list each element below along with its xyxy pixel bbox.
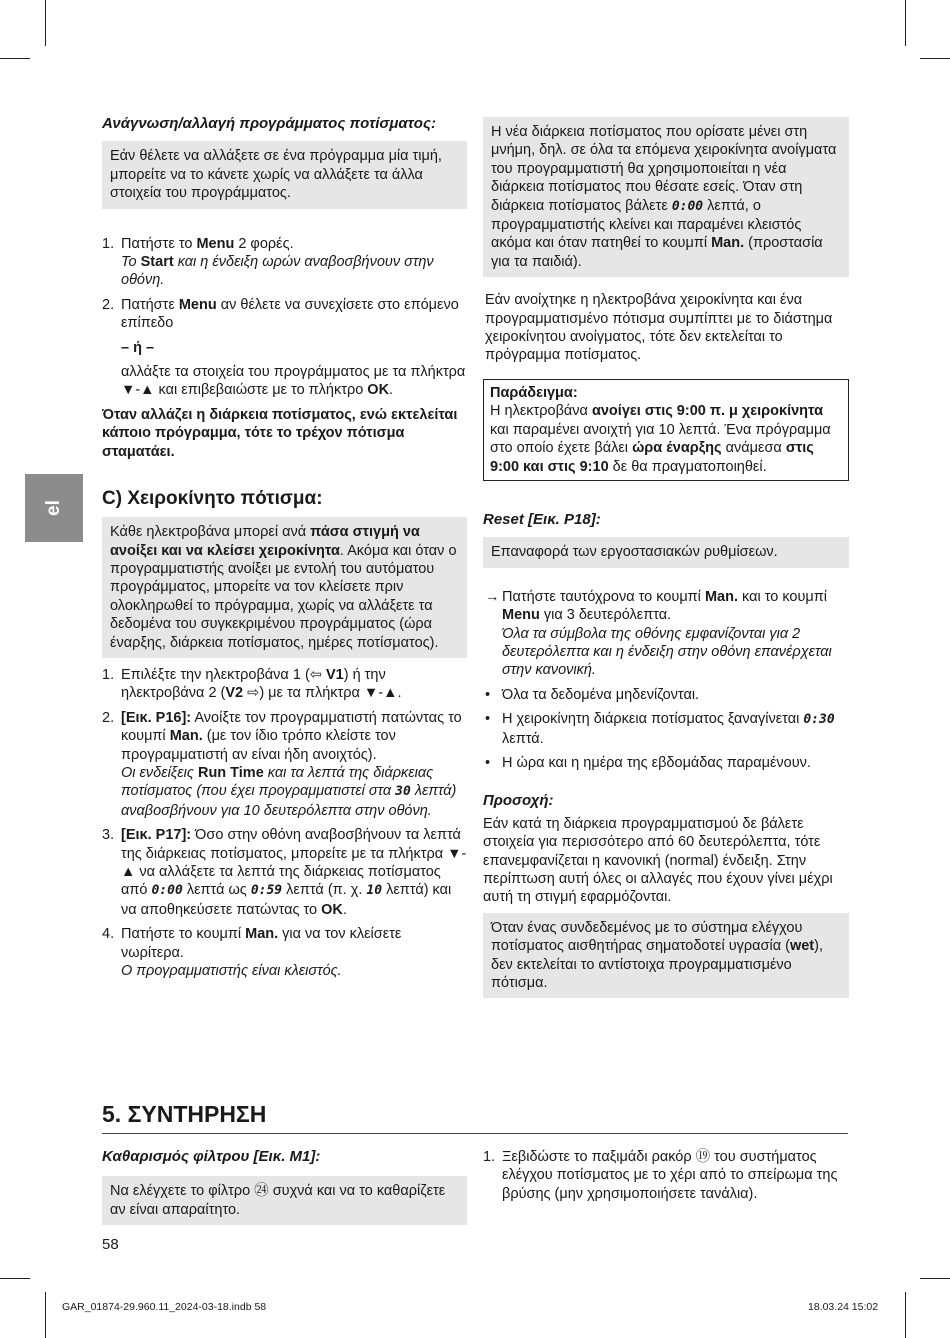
start-label: Start	[140, 254, 174, 271]
run-time-label: Run Time	[197, 764, 264, 781]
reset-box: Επαναφορά των εργοστασιακών ρυθμίσεων.	[483, 537, 849, 567]
step-text: για 3 δευτερόλεπτα.	[539, 607, 672, 624]
crop-mark	[0, 1278, 30, 1279]
attention-heading: Προσοχή:	[483, 792, 554, 810]
manual-step-1	[102, 666, 467, 703]
filter-heading: Καθαρισμός φίλτρου [Εικ. M1]:	[102, 1148, 321, 1165]
step-result: Οι ενδείξεις	[121, 764, 198, 781]
manual-watering-box	[102, 517, 467, 658]
example-emphasis: ανοίγει στις 9:00 π. μ χειροκίνητα	[591, 403, 824, 420]
crop-mark	[920, 1278, 950, 1279]
manual-steps	[102, 666, 467, 981]
filter-step-1	[483, 1148, 849, 1203]
footer-date: 18.03.24 15:02	[808, 1301, 879, 1313]
box-text: . Ακόμα και όταν ο προγραμματιστής ανοίξει με εντολή του αυτόματου προγράμματος, μπορείτε να τον κλείσετε πριν ολοκληρωθεί το πρόγραμμα, χωρίς να αλλάξετε τα δεδομένα του συγκεκριμένου προγράμματος (ώρα έναρξης, διάρκεια ποτίσματος, ημέρες ποτίσματος).	[110, 542, 457, 651]
maintenance-title: 5. ΣΥΝΤΗΡΗΣΗ	[102, 1101, 267, 1127]
bullet-text: Η χειροκίνητη διάρκεια ποτίσματος ξαναγίνεται	[502, 711, 804, 728]
valve-2-label: V2	[225, 685, 244, 702]
reading-heading: Ανάγνωση/αλλαγή προγράμματος ποτίσματος:	[102, 115, 436, 132]
figure-ref: [Εικ. P17]:	[121, 827, 192, 844]
lcd-value: 0:00	[671, 198, 704, 214]
manual-watering-title: C) Χειροκίνητο πότισμα:	[102, 488, 323, 510]
new-duration-box	[483, 117, 849, 277]
right-column	[483, 117, 849, 998]
ok-key: OK	[321, 901, 343, 918]
step-1	[102, 235, 467, 290]
lcd-value: 0:30	[803, 712, 835, 728]
step-text: λεπτά) και να αποθηκεύσετε πατώντας το	[121, 882, 452, 918]
step-text: Επιλέξτε την ηλεκτροβάνα 1 (	[121, 666, 310, 683]
ok-key: OK	[367, 382, 390, 399]
step-text: (με τον ίδιο τρόπο κλείστε τον προγραμματιστή αν είναι ήδη ανοιχτός).	[121, 728, 396, 763]
example-box	[483, 379, 849, 481]
step-text: Ξεβιδώστε το παξιμάδι ρακόρ ⑲ του συστήματος ελέγχου ποτίσματος με το χέρι από το σπείρωμα της βρύσης (μην χρησιμοποιήσετε τανάλια).	[502, 1149, 838, 1202]
wet-label: wet	[789, 938, 815, 955]
arrow-right-icon: ⇨	[247, 685, 260, 702]
box-text: ), δεν εκτελείται το αντίστοιχα προγραμματισμένο πότισμα.	[491, 938, 823, 992]
manual-step-4	[102, 925, 467, 980]
step-number: 1.	[483, 1149, 496, 1165]
step-number: 2.	[102, 709, 115, 726]
crop-mark	[45, 1292, 46, 1338]
example-text: ανάμεσα	[721, 440, 786, 457]
step-text: .	[342, 901, 347, 918]
man-key: Man.	[704, 588, 738, 605]
step-text: λεπτά ως	[182, 882, 251, 899]
step-text: 2 φορές.	[234, 235, 294, 252]
lcd-value: 0:59	[250, 883, 283, 899]
crop-mark	[45, 0, 46, 46]
step-text: λεπτά (π. χ.	[282, 882, 367, 899]
reset-heading: Reset [Εικ. P18]:	[483, 510, 601, 528]
filter-step-list	[483, 1148, 849, 1203]
step-number: 2.	[102, 296, 115, 313]
crop-mark	[905, 1292, 906, 1338]
example-emphasis: στις 9:00 και στις 9:10	[490, 440, 814, 475]
box-text: Κάθε ηλεκτροβάνα μπορεί ανά	[110, 524, 311, 541]
reset-bullet-1	[483, 686, 849, 704]
filter-column	[102, 1148, 467, 1225]
lcd-value: 30	[395, 784, 411, 800]
lcd-value: 0:00	[151, 883, 183, 899]
manual-step-3	[102, 826, 467, 919]
step-number: 1.	[102, 666, 115, 683]
manual-step-2	[102, 709, 467, 820]
man-key: Man.	[245, 926, 279, 943]
step-text: αν θέλετε να συνεχίσετε στο επόμενο επίπεδο	[121, 296, 459, 332]
step-text: Πατήστε το κουμπί	[121, 926, 246, 943]
reset-step	[483, 588, 849, 680]
example-title: Παράδειγμα:	[490, 384, 578, 401]
figure-ref: [Εικ. P16]:	[121, 709, 192, 726]
step-text: Ανοίξτε τον προγραμματιστή πατώντας το κουμπί	[121, 709, 462, 745]
example-text: και παραμένει ανοιχτή για 10 λεπτά. Ένα πρόγραμμα στο οποίο έχετε βάλει	[490, 421, 831, 457]
box-text: (προστασία για τα παιδιά).	[491, 235, 823, 270]
box-text: Όταν ένας συνδεδεμένος με το σύστημα ελέγχου ποτίσματος αισθητήρας σηματοδοτεί υγρασία (	[491, 919, 803, 955]
menu-key: Menu	[502, 607, 540, 624]
reading-steps	[102, 235, 467, 400]
intro-box: Εάν θέλετε να αλλάξετε σε ένα πρόγραμμα μία τιμή, μπορείτε να το κάνετε χωρίς να αλλάξετε τα άλλα στοιχεία του προγράμματος.	[102, 141, 467, 208]
man-key: Man.	[711, 235, 745, 252]
bullet-icon: •	[485, 711, 491, 728]
duration-warning: Όταν αλλάζει η διάρκεια ποτίσματος, ενώ εκτελείται κάποιο πρόγραμμα, τότε το τρέχον πότισμα σταματάει.	[102, 406, 458, 460]
language-tab-label: el	[42, 500, 64, 516]
step-text: Πατήστε	[121, 296, 179, 313]
arrow-right-icon: →	[485, 588, 500, 605]
step-number: 1.	[102, 235, 115, 252]
menu-key: Menu	[196, 235, 235, 252]
step-result: Το	[121, 254, 141, 271]
step-text: Πατήστε ταυτόχρονα το κουμπί	[502, 588, 705, 605]
step-result: Όλα τα σύμβολα της οθόνης εμφανίζονται για 2 δευτερόλεπτα και η ένδειξη στην οθόνη επανέρχεται στην κανονική.	[502, 625, 832, 679]
reset-bullet-3	[483, 754, 849, 772]
valve-1-label: V1	[325, 666, 344, 683]
example-text: Η ηλεκτροβάνα	[490, 403, 592, 420]
attention-text: Εάν κατά τη διάρκεια προγραμματισμού δε βάλετε στοιχεία για περισσότερο από 60 δευτερόλεπτα, τότε επανεμφανίζεται η κανονική (normal) ένδειξη. Στην περίπτωση αυτή όλες οι αλλαγές που έχουν γίνει μέχρι αυτή τη στιγμή εφαρμόζονται.	[483, 815, 833, 906]
footer-file-info: GAR_01874-29.960.11_2024-03-18.indb 58	[62, 1301, 267, 1313]
step-number: 3.	[102, 827, 115, 844]
reset-bullet-2	[483, 710, 849, 748]
bullet-text: Η ώρα και η ημέρα της εβδομάδας παραμένουν.	[502, 754, 811, 771]
box-emphasis: πάσα στιγμή να ανοίξει και να κλείσει χειροκίνητα	[110, 524, 420, 559]
step-text: Πατήστε το	[121, 235, 197, 252]
section-divider	[102, 1133, 848, 1134]
step-text: και το κουμπί	[737, 588, 827, 605]
step-text: Όσο στην οθόνη αναβοσβήνουν τα λεπτά της διάρκειας ποτίσματος, μπορείτε με τα πλήκτρα ▼-▲ να αλλάξετε τα λεπτά της διάρκειας ποτίσματος από	[121, 827, 467, 899]
crop-mark	[920, 58, 950, 59]
arrow-left-icon: ⇦	[309, 666, 322, 683]
step-number: 4.	[102, 926, 115, 943]
crop-mark	[905, 0, 906, 46]
bullet-icon: •	[485, 686, 491, 703]
step-2	[102, 296, 467, 400]
example-text: δε θα πραγματοποιηθεί.	[608, 458, 767, 475]
overlap-paragraph: Εάν ανοίχτηκε η ηλεκτροβάνα χειροκίνητα και ένα προγραμματισμένο πότισμα συμπίπτει με το διάστημα χειροκίνητου ανοίγματος, τότε δεν εκτελείται το πρόγραμμα ποτίσματος.	[485, 292, 833, 364]
bullet-icon: •	[485, 754, 491, 771]
or-separator: – ή –	[121, 339, 155, 356]
language-tab	[25, 474, 83, 542]
sensor-box	[483, 913, 849, 999]
box-text: Η νέα διάρκεια ποτίσματος που ορίσατε μένει στη μνήμη, δηλ. σε όλα τα επόμενα χειροκίνητα ανοίγματα του προγραμματιστή θα χρησιμοποιείται η νέα διάρκεια ποτίσματος που θέσατε εσείς. Όταν στη διάρκεια ποτίσματος βάλετε	[491, 124, 837, 214]
page-number: 58	[102, 1236, 119, 1253]
step-result: και η ένδειξη ωρών αναβοσβήνουν στην οθόνη.	[121, 254, 434, 289]
step-text: ) ή την ηλεκτροβάνα 2 (	[121, 666, 386, 702]
box-text: λεπτά, ο προγραμματιστής κλείνει και παραμένει κλειστός ακόμα και όταν πατηθεί το κουμπί	[491, 197, 802, 252]
bullet-text: λεπτά.	[502, 730, 544, 747]
left-column	[102, 115, 467, 986]
filter-box: Να ελέγχετε το φίλτρο ㉔ συχνά και να το καθαρίζετε αν είναι απαραίτητο.	[102, 1176, 467, 1225]
crop-mark	[0, 58, 30, 59]
bullet-text: Όλα τα δεδομένα μηδενίζονται.	[502, 686, 700, 703]
lcd-value: 10	[366, 883, 383, 899]
step-text: αλλάξτε τα στοιχεία του προγράμματος με τα πλήκτρα ▼-▲ και επιβεβαιώστε με το πλήκτρο	[121, 364, 466, 399]
step-text: ) με τα πλήκτρα ▼-▲.	[259, 685, 402, 702]
menu-key: Menu	[178, 296, 217, 313]
step-result: Ο προγραμματιστής είναι κλειστός.	[121, 963, 342, 980]
man-key: Man.	[169, 728, 203, 745]
step-result: και τα λεπτά της διάρκειας ποτίσματος (που έχει προγραμματιστεί στα	[121, 764, 434, 800]
step-result: λεπτά) αναβοσβήνουν για 10 δευτερόλεπτα στην οθόνη.	[121, 783, 457, 819]
step-text: .	[389, 382, 394, 399]
step-text: για να τον κλείσετε νωρίτερα.	[121, 926, 402, 961]
filter-steps	[483, 1148, 849, 1209]
example-emphasis: ώρα έναρξης	[632, 440, 722, 457]
